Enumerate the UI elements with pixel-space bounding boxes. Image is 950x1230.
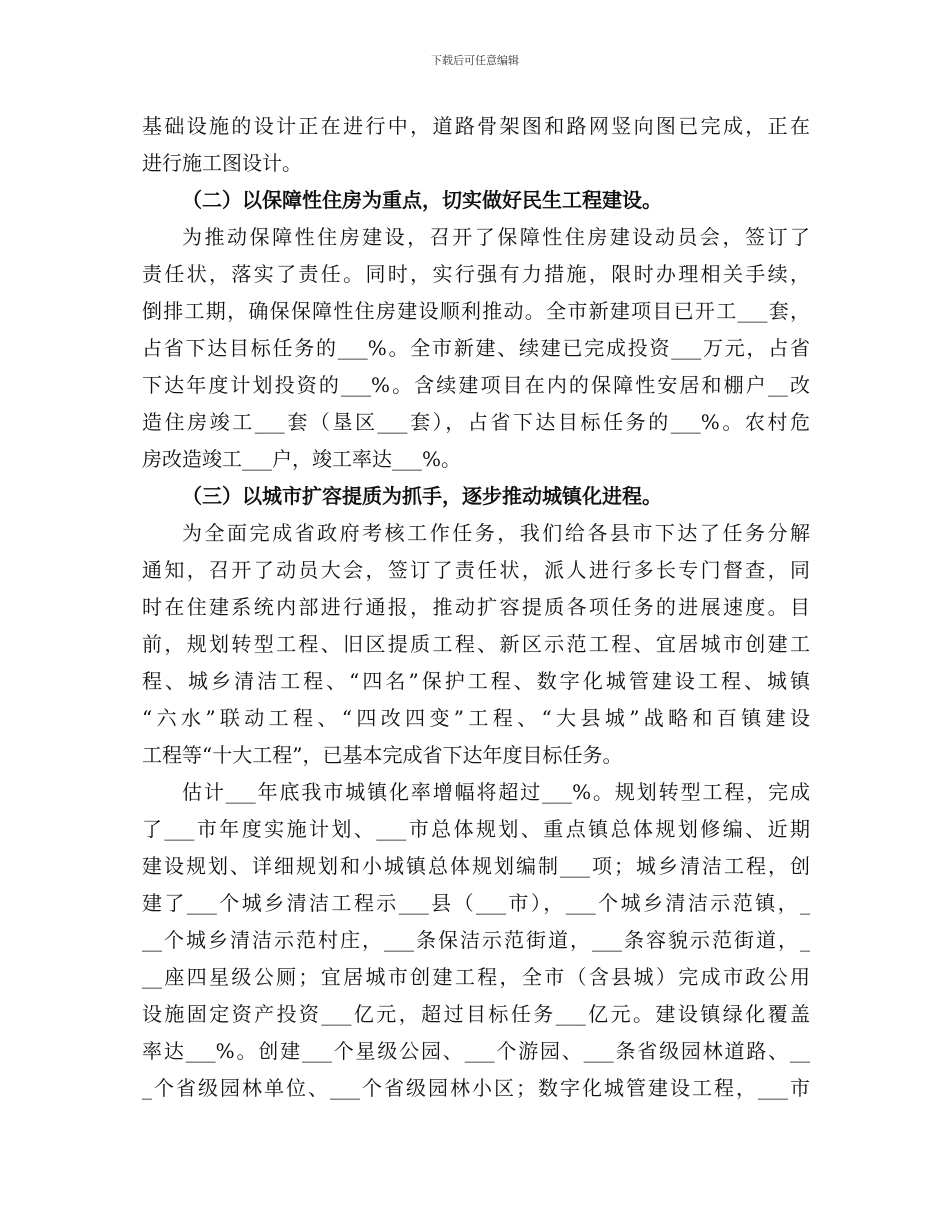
- body-line: 为推动保障性住房建设，召开了保障性住房建设动员会，签订了: [182, 225, 810, 249]
- body-line: 估计___年底我市城镇化率增幅将超过___%。规划转型工程，完成: [182, 780, 810, 804]
- body-line: 前，规划转型工程、旧区提质工程、新区示范工程、宜居城市创建工: [142, 632, 810, 656]
- section-heading: （二）以保障性住房为重点，切实做好民生工程建设。: [182, 188, 662, 212]
- body-line: 程、城乡清洁工程、“四名”保护工程、数字化城管建设工程、城镇: [142, 669, 810, 693]
- body-line: 倒排工期，确保保障性住房建设顺利推动。全市新建项目已开工___套，: [142, 299, 810, 323]
- body-line: 工程等“十大工程”，已基本完成省下达年度目标任务。: [142, 743, 623, 767]
- document-body: [142, 108, 810, 1107]
- body-line: 建设规划、详细规划和小城镇总体规划编制___项；城乡清洁工程，创: [142, 854, 810, 878]
- body-line: 基础设施的设计正在进行中，道路骨架图和路网竖向图已完成，正在: [142, 114, 810, 138]
- body-line: 率达___%。创建___个星级公园、___个游园、___条省级园林道路、__: [142, 1039, 810, 1063]
- body-line: 为全面完成省政府考核工作任务，我们给各县市下达了任务分解: [182, 521, 810, 545]
- body-line: 设施固定资产投资___亿元，超过目标任务___亿元。建设镇绿化覆盖: [142, 1002, 810, 1026]
- body-line: 责任状，落实了责任。同时，实行强有力措施，限时办理相关手续，: [142, 262, 810, 286]
- body-line: 建了___个城乡清洁工程示___县（___市），___个城乡清洁示范镇，_: [142, 891, 810, 915]
- body-line: 时在住建系统内部进行通报，推动扩容提质各项任务的进展速度。目: [142, 595, 810, 619]
- body-line: 了___市年度实施计划、___市总体规划、重点镇总体规划修编、近期: [142, 817, 810, 841]
- section-heading: （三）以城市扩容提质为抓手，逐步推动城镇化进程。: [182, 484, 662, 508]
- body-line: __个城乡清洁示范村庄，___条保洁示范街道，___条容貌示范街道，_: [142, 928, 810, 952]
- page-header: 下载后可任意编辑: [431, 54, 519, 67]
- body-line: 造住房竣工___套（垦区___套），占省下达目标任务的___%。农村危: [142, 410, 810, 434]
- body-line: “六水”联动工程、“四改四变”工程、“大县城”战略和百镇建设: [142, 706, 810, 730]
- body-line: __座四星级公厕；宜居城市创建工程，全市（含县城）完成市政公用: [142, 965, 810, 989]
- body-line: 房改造竣工___户，竣工率达___%。: [142, 447, 462, 471]
- body-line: 通知，召开了动员大会，签订了责任状，派人进行多长专门督查，同: [142, 558, 810, 582]
- body-line: 进行施工图设计。: [142, 151, 302, 175]
- body-line: 占省下达目标任务的___%。全市新建、续建已完成投资___万元，占省: [142, 336, 810, 360]
- body-line: _个省级园林单位、___个省级园林小区；数字化城管建设工程，___市: [142, 1076, 810, 1100]
- body-line: 下达年度计划投资的___%。含续建项目在内的保障性安居和棚户__改: [142, 373, 810, 397]
